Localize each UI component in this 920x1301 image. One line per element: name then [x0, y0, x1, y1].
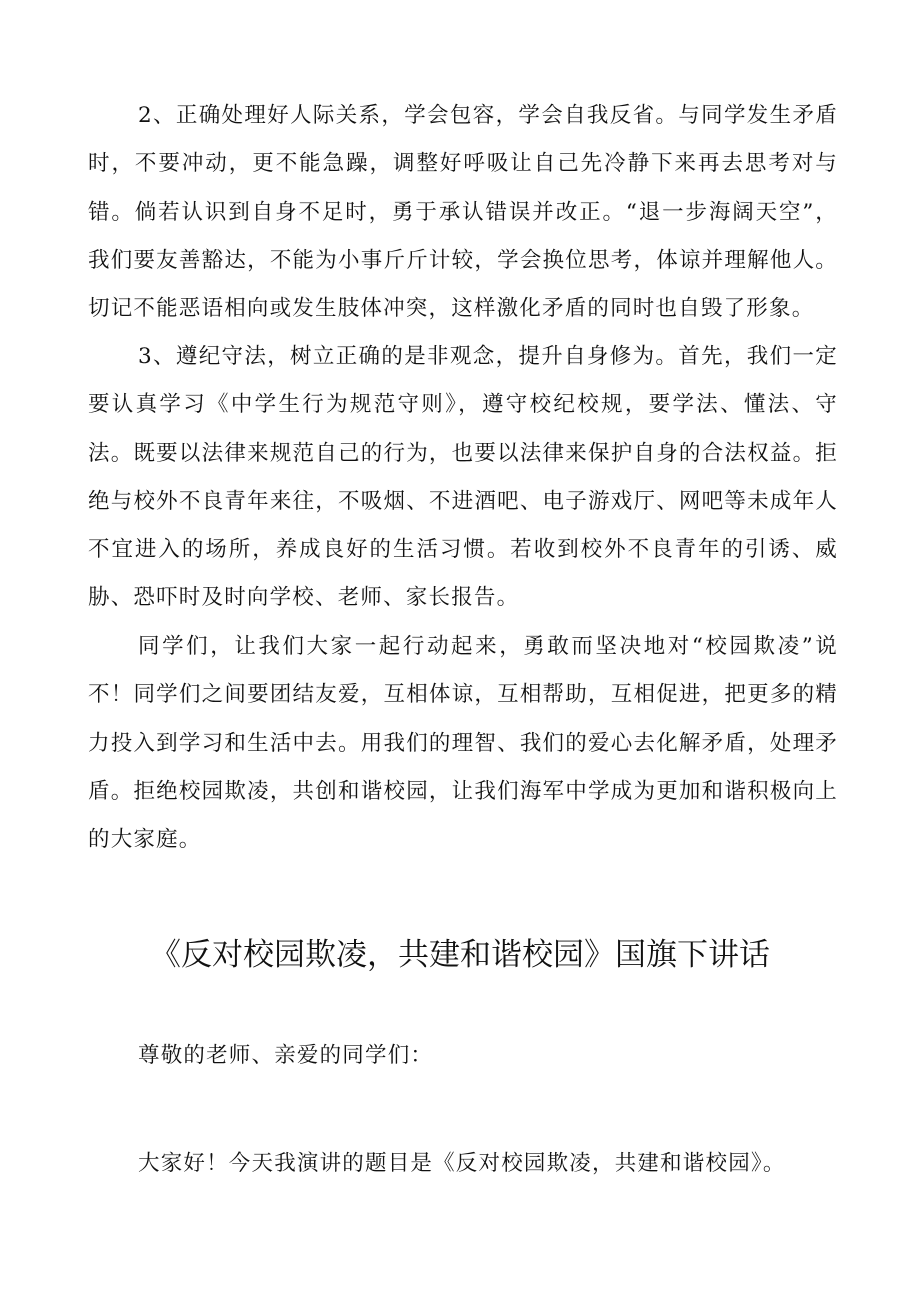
salutation: 尊敬的老师、亲爱的同学们： — [138, 1043, 434, 1068]
paragraph-law: 3、遵纪守法，树立正确的是非观念，提升自身修为。首先，我们一定要认真学习《中学生行为规范守则》，遵守校纪校规，要学法、懂法、守法。既要以法律来规范自己的行为，也要以法律来保护自身的合法权益。拒绝与校外不良青年来往，不吸烟、不进酒吧、电子游戏厅、网吧等未成年人不宜进入的场所，养成良好的生活习惯。若收到校外不良青年的引诱、威胁、恐吓时及时向学校、老师、家长报告。 — [88, 344, 838, 611]
paragraph-call-to-action: 同学们，让我们大家一起行动起来，勇敢而坚决地对“校园欺凌”说不！同学们之间要团结友爱，互相体谅，互相帮助，互相促进，把更多的精力投入到学习和生活中去。用我们的理智、我们的爱心去化解矛盾，处理矛盾。拒绝校园欺凌，共创和谐校园，让我们海军中学成为更加和谐积极向上的大家庭。 — [88, 634, 838, 853]
paragraph-interpersonal: 2、正确处理好人际关系，学会包容，学会自我反省。与同学发生矛盾时，不要冲动，更不能急躁，调整好呼吸让自己先冷静下来再去思考对与错。倘若认识到自身不足时，勇于承认错误并改正。“退一步海阔天空”，我们要友善豁达，不能为小事斤斤计较，学会换位思考，体谅并理解他人。切记不能恶语相向或发生肢体冲突，这样激化矛盾的同时也自毁了形象。 — [88, 103, 838, 322]
opening-line: 大家好！今天我演讲的题目是《反对校园欺凌，共建和谐校园》。 — [138, 1151, 786, 1176]
speech-title: 《反对校园欺凌，共建和谐校园》国旗下讲话 — [150, 937, 770, 973]
